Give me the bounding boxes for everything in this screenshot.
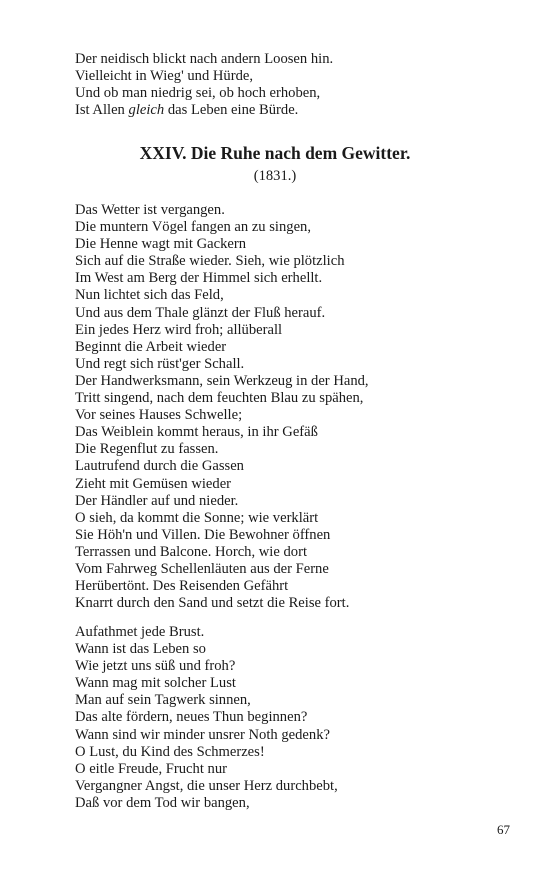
verse-line: Wann mag mit solcher Lust [75,675,236,692]
verse-line: Die Regenflut zu fassen. [75,441,219,458]
verse-line: Und regt sich rüst'ger Schall. [75,355,245,372]
verse-line: Tritt singend, nach dem feuchten Blau zu spähen, [75,390,364,407]
verse-line: O eitle Freude, Frucht nur [75,760,227,777]
verse-line: O sieh, da kommt die Sonne; wie verklärt [75,509,319,526]
verse-line: Die Henne wagt mit Gackern [75,236,247,253]
verse-line: Aufathmet jede Brust. [75,624,205,640]
verse-line: Der Handwerksmann, sein Werkzeug in der Hand, [75,372,369,389]
verse-line: O Lust, du Kind des Schmerzes! [75,743,265,760]
verse-line: Herübertönt. Des Reisenden Gefährt [75,578,289,595]
verse-line: Die muntern Vögel fangen an zu singen, [75,219,312,236]
stanza-2 [75,624,495,812]
verse-line: Zieht mit Gemüsen wieder [75,475,232,492]
verse-line: Beginnt die Arbeit wieder [75,338,227,355]
page-number: 67 [497,822,510,837]
verse-line: Das Weiblein kommt heraus, in ihr Gefäß [75,424,318,441]
verse-line: Sich auf die Straße wieder. Sieh, wie plötzlich [75,253,345,270]
verse-line: Wie jetzt uns süß und froh? [75,658,236,675]
verse-line: Vor seines Hauses Schwelle; [75,407,243,424]
verse-line [75,102,495,119]
verse-line: Das alte fördern, neues Thun beginnen? [75,709,308,726]
verse-line: Der neidisch blickt nach andern Loosen hin. [75,51,334,67]
verse-line: Wann sind wir minder unsrer Noth gedenk? [75,726,330,743]
verse-line: Das Wetter ist vergangen. [75,202,225,218]
verse-line: Und aus dem Thale glänzt der Fluß herauf. [75,304,326,321]
verse-line: Ein jedes Herz wird froh; allüberall [75,321,283,338]
verse-line: Daß vor dem Tod wir bangen, [75,794,250,811]
verse-line: Im West am Berg der Himmel sich erhellt. [75,270,323,287]
verse-line: Man auf sein Tagwerk sinnen, [75,692,251,709]
verse-line: Sie Höh'n und Villen. Die Bewohner öffnen [75,526,331,543]
poem-title: XXIV. Die Ruhe nach dem Gewitter. [139,143,411,163]
verse-line: Vergangner Angst, die unser Herz durchbebt, [75,777,338,794]
verse-line: Lautrufend durch die Gassen [75,458,244,475]
previous-poem-ending [75,51,495,119]
verse-text: Ist Allen [75,102,129,119]
verse-line: Knarrt durch den Sand und setzt die Reise fort. [75,595,350,612]
emphasized-word: gleich [128,102,165,119]
verse-text: das Leben eine Bürde. [164,102,299,119]
stanza-1 [75,202,495,612]
verse-line: Vielleicht in Wieg' und Hürde, [75,68,254,85]
verse-line: Vom Fahrweg Schellenläuten aus der Ferne [75,560,329,577]
verse-line: Nun lichtet sich das Feld, [75,287,224,304]
poem-year: (1831.) [253,168,297,184]
verse-line: Der Händler auf und nieder. [75,492,239,509]
verse-line: Terrassen und Balcone. Horch, wie dort [75,543,307,560]
verse-line: Wann ist das Leben so [75,641,206,658]
verse-line: Und ob man niedrig sei, ob hoch erhoben, [75,85,321,102]
